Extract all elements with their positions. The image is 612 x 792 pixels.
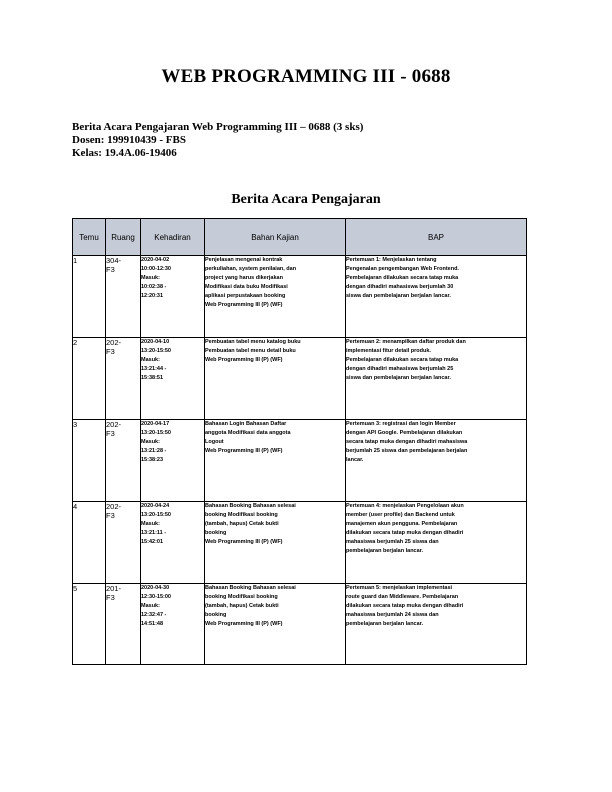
table-row	[73, 338, 527, 420]
ruang-cell: 202- F3	[106, 338, 141, 420]
bap-table	[72, 218, 527, 665]
bap-cell: Pertemuan 2: menampilkan daftar produk dan implementasi fitur detail produk. Pembelajaran dilakukan secara tatap muka dengan dihadiri mahasiswa berjumlah 25 siswa dan pembelajaran berjalan lancar.	[346, 338, 527, 420]
temu-cell: 4	[73, 502, 106, 584]
ruang-cell: 304- F3	[106, 256, 141, 338]
bahan-kajian-cell: Bahasan Booking Bahasan selesai booking Modifikasi booking (tambah, hapus) Cetak bukti booking Web Programming III (P) (WF)	[205, 502, 346, 584]
table-row	[73, 256, 527, 338]
course-line: Berita Acara Pengajaran Web Programming III – 0688 (3 sks)	[72, 121, 364, 133]
table-row	[73, 584, 527, 665]
bap-cell: Pertemuan 3: registrasi dan login Member dengan API Google. Pembelajaran dilakukan secara tatap muka dengan dihadiri mahasiswa berjumlah 25 siswa dan pembelajaran berjalan lancar.	[346, 420, 527, 502]
bahan-kajian-cell: Bahasan Booking Bahasan selesai booking Modifikasi booking (tambah, hapus) Cetak bukti booking Web Programming III (P) (WF)	[205, 584, 346, 665]
temu-cell: 1	[73, 256, 106, 338]
header-temu: Temu	[73, 219, 106, 256]
temu-cell: 3	[73, 420, 106, 502]
kehadiran-cell: 2020-04-17 13:20-15:50 Masuk: 13:21:28 - 15:38:23	[141, 420, 205, 502]
bahan-kajian-cell: Penjelasan mengenai kontrak perkuliahan, system penilaian, dan project yang harus dikerjakan Modifikasi data buku Modifikasi aplikasi perpustakaan booking Web Programming III (P) (WF)	[205, 256, 346, 338]
ruang-cell: 202- F3	[106, 502, 141, 584]
header-bahan-kajian: Bahan Kajian	[205, 219, 346, 256]
header-bap: BAP	[346, 219, 527, 256]
class-line: Kelas: 19.4A.06-19406	[72, 147, 177, 159]
kehadiran-cell: 2020-04-02 10:00-12:30 Masuk: 10:02:38 - 12:20:31	[141, 256, 205, 338]
ruang-cell: 202- F3	[106, 420, 141, 502]
bahan-kajian-cell: Pembuatan tabel menu katalog buku Pembuatan tabel menu detail buku Web Programming III (P) (WF)	[205, 338, 346, 420]
section-title: Berita Acara Pengajaran	[231, 192, 381, 207]
bap-cell: Pertemuan 1: Menjelaskan tentang Pengenalan pengembangan Web Frontend. Pembelajaran dilakukan secara tatap muka dengan dihadiri mahasiswa berjumlah 30 siswa dan pembelajaran berjalan lancar.	[346, 256, 527, 338]
table-row	[73, 420, 527, 502]
kehadiran-cell: 2020-04-30 12:30-15:00 Masuk: 12:32:47 - 14:51:48	[141, 584, 205, 665]
kehadiran-cell: 2020-04-24 13:20-15:50 Masuk: 13:21:11 - 15:42:01	[141, 502, 205, 584]
header-ruang: Ruang	[106, 219, 141, 256]
bap-cell: Pertemuan 5: menjelaskan implementasi route guard dan Middleware. Pembelajaran dilakukan secara tatap muka dengan dihadiri mahasiswa berjumlah 24 siswa dan pembelajaran berjalan lancar.	[346, 584, 527, 665]
lecturer-line: Dosen: 199910439 - FBS	[72, 134, 186, 146]
page-title: WEB PROGRAMMING III - 0688	[161, 66, 451, 87]
temu-cell: 2	[73, 338, 106, 420]
table-row	[73, 502, 527, 584]
header-kehadiran: Kehadiran	[141, 219, 205, 256]
bahan-kajian-cell: Bahasan Login Bahasan Daftar anggota Modifikasi data anggota Logout Web Programming III (P) (WF)	[205, 420, 346, 502]
kehadiran-cell: 2020-04-10 13:20-15:50 Masuk: 13:21:44 - 15:38:51	[141, 338, 205, 420]
temu-cell: 5	[73, 584, 106, 665]
table-header-row	[73, 219, 527, 256]
document-meta	[72, 121, 363, 160]
bap-cell: Pertemuan 4: menjelaskan Pengelolaan akun member (user profile) dan Backend untuk manajemen akun pengguna. Pembelajaran dilakukan secara tatap muka dengan dihadiri mahasiswa berjumlah 25 siswa dan pembelajaran berjalan lancar.	[346, 502, 527, 584]
ruang-cell: 201- F3	[106, 584, 141, 665]
